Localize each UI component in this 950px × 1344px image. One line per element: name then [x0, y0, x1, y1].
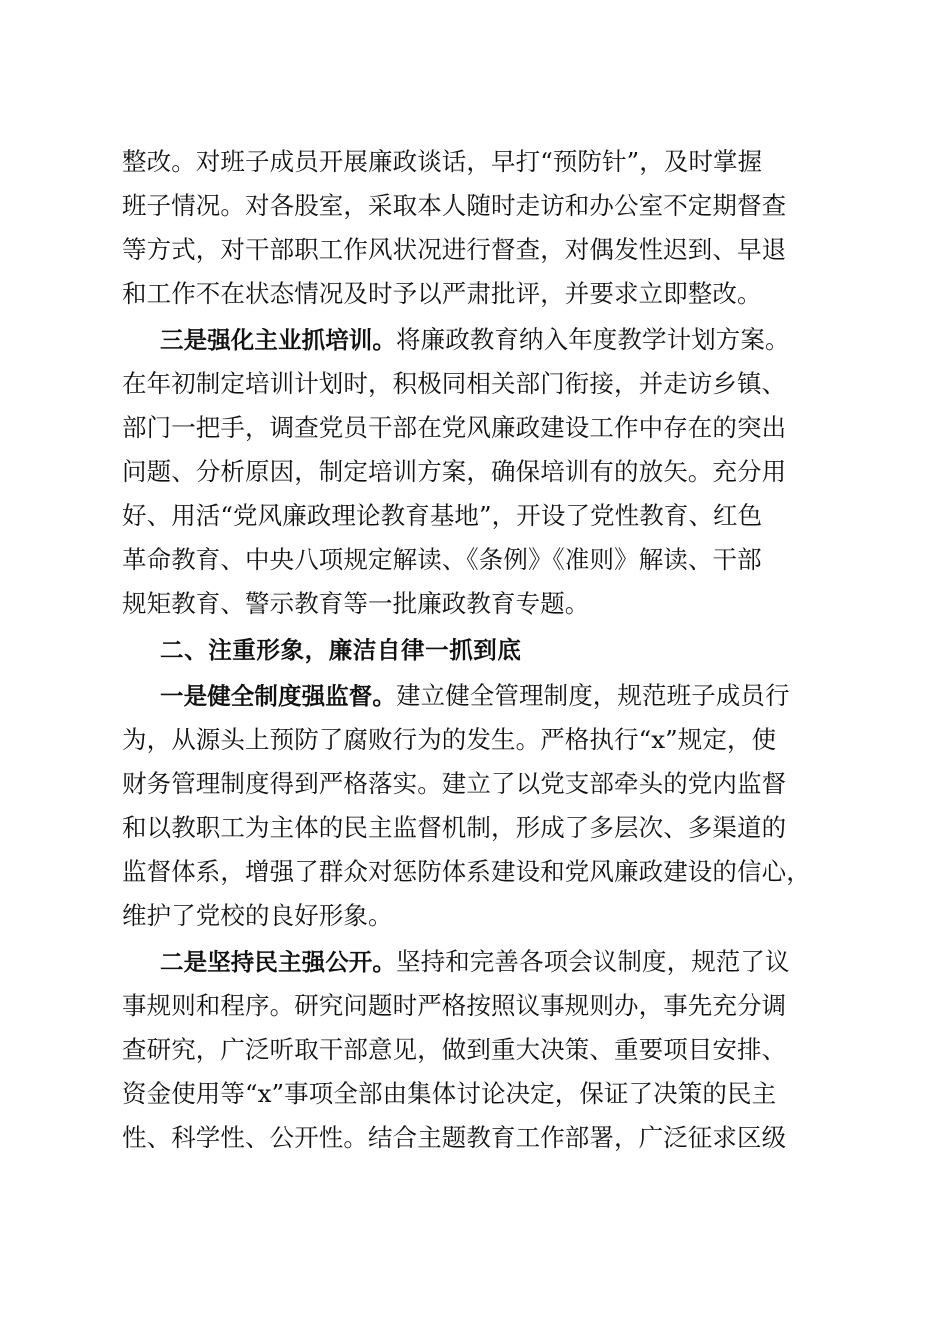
paragraph-text: 建立健全管理制度，规范班子成员行 — [396, 681, 790, 710]
paragraph-first-line — [160, 676, 868, 716]
paragraph-line: 规矩教育、警示教育等一批廉政教育专题。 — [122, 589, 590, 618]
paragraph-line: 革命教育、中央八项规定解读、《条例》《准则》解读、干部 — [122, 545, 762, 574]
paragraph-line: 和以教职工为主体的民主监督机制，形成了多层次、多渠道的 — [122, 813, 787, 842]
paragraph-lead: 一是健全制度强监督。 — [160, 682, 396, 710]
paragraph-line: 监督体系，增强了群众对惩防体系建设和党风廉政建设的信心， — [122, 857, 811, 886]
paragraph-line: 整改。对班子成员开展廉政谈话，早打“预防针”，及时掌握 — [122, 147, 763, 176]
paragraph-line: 查研究，广泛听取干部意见，做到重大决策、重要项目安排、 — [122, 1035, 787, 1064]
paragraph-line: 等方式，对干部职工作风状况进行督查，对偶发性迟到、早退 — [122, 235, 787, 264]
paragraph-lead: 三是强化主业抓培训。 — [160, 326, 396, 354]
paragraph-line: 事规则和程序。研究问题时严格按照议事规则办，事先充分调 — [122, 991, 787, 1020]
paragraph-line: 维护了党校的良好形象。 — [122, 901, 393, 930]
paragraph-line: 好、用活“党风廉政理论教育基地”，开设了党性教育、红色 — [122, 501, 763, 530]
paragraph-text: 坚持和完善各项会议制度，规范了议 — [396, 947, 790, 976]
paragraph-line: 和工作不在状态情况及时予以严肃批评，并要求立即整改。 — [122, 279, 762, 308]
paragraph-line: 资金使用等“x”事项全部由集体讨论决定，保证了决策的民主 — [122, 1079, 777, 1108]
paragraph-lead: 二是坚持民主强公开。 — [160, 948, 396, 976]
paragraph-line: 部门一把手，调查党员干部在党风廉政建设工作中存在的突出 — [122, 413, 787, 442]
paragraph-line: 问题、分析原因，制定培训方案，确保培训有的放矢。充分用 — [122, 457, 787, 486]
paragraph-text: 将廉政教育纳入年度教学计划方案。 — [396, 325, 790, 354]
paragraph-line: 性、科学性、公开性。结合主题教育工作部署，广泛征求区级 — [122, 1123, 787, 1152]
section-heading: 二、注重形象，廉洁自律一抓到底 — [160, 636, 522, 664]
paragraph-line: 为，从源头上预防了腐败行为的发生。严格执行“x”规定，使 — [122, 725, 777, 754]
paragraph-line: 班子情况。对各股室，采取本人随时走访和办公室不定期督查 — [122, 191, 787, 220]
paragraph-line: 财务管理制度得到严格落实。建立了以党支部牵头的党内监督 — [122, 769, 787, 798]
paragraph-first-line — [160, 942, 868, 982]
paragraph-line: 在年初制定培训计划时，积极同相关部门衔接，并走访乡镇、 — [122, 369, 787, 398]
paragraph-first-line — [160, 320, 868, 360]
